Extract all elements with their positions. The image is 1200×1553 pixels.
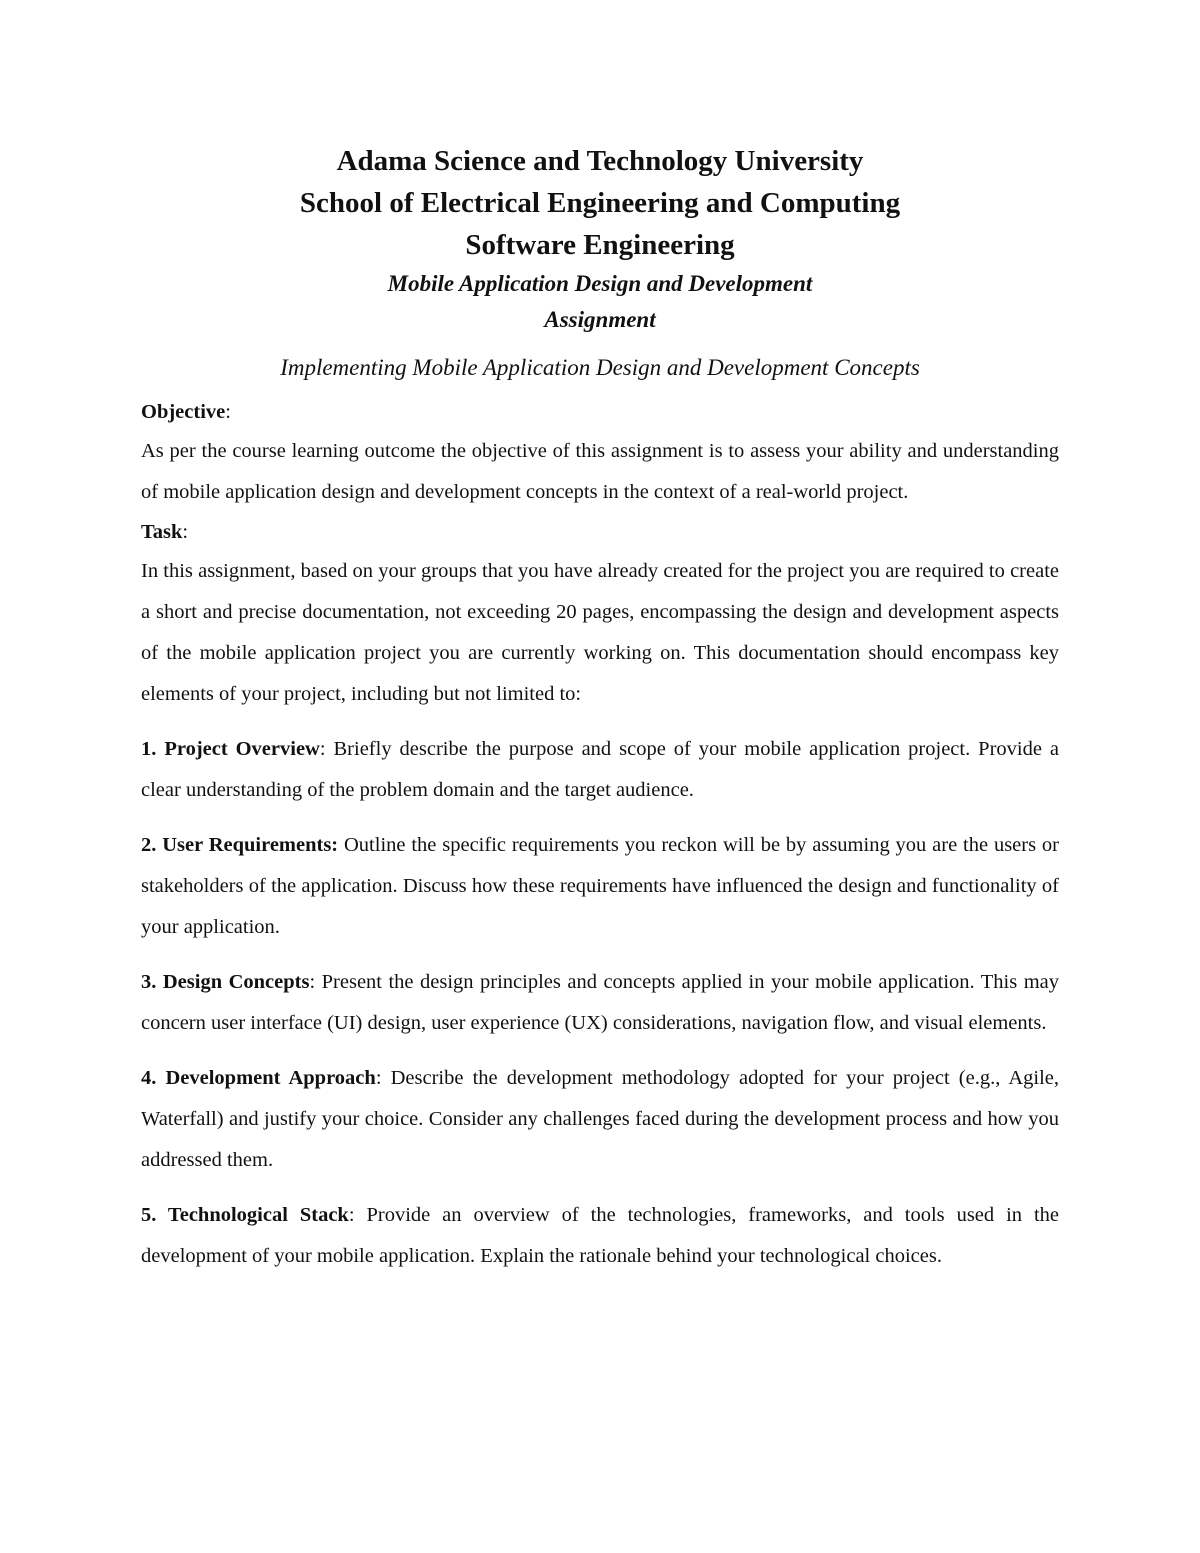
- course-title: Mobile Application Design and Development: [387, 271, 813, 296]
- objective-text: As per the course learning outcome the objective of this assignment is to assess your ability and understanding of mobile application design and development concepts in the context of a real-world project.: [141, 440, 1059, 503]
- department-name: Software Engineering: [465, 229, 735, 261]
- item-text: Describe the development methodology adopted for your project (e.g., Agile, Waterfall) and justify your choice. Consider any challenges faced during the development process and how you addressed them.: [141, 1067, 1059, 1171]
- task-label: Task: [141, 521, 183, 543]
- item-text: Present the design principles and concepts applied in your mobile application. This may concern user interface (UI) design, user experience (UX) considerations, navigation flow, and visual elements.: [141, 971, 1059, 1034]
- list-item: [141, 962, 1059, 1044]
- list-item: [141, 729, 1059, 811]
- item-separator: :: [348, 1204, 355, 1226]
- task-text: In this assignment, based on your groups that you have already created for the project you are required to create a short and precise documentation, not exceeding 20 pages, encompassing the design and development aspects of the mobile application project you are currently working on. This documentation should encompass key elements of your project, including but not limited to:: [141, 560, 1059, 705]
- item-title: 3. Design Concepts: [141, 971, 310, 993]
- item-separator: :: [375, 1067, 382, 1089]
- item-text: Briefly describe the purpose and scope of your mobile application project. Provide a clear understanding of the problem domain and the target audience.: [141, 738, 1059, 801]
- document-type: Assignment: [544, 307, 656, 332]
- list-item: [141, 1195, 1059, 1277]
- item-title: 5. Technological Stack: [141, 1204, 349, 1226]
- document-header: [0, 140, 1200, 384]
- university-name: Adama Science and Technology University: [336, 145, 864, 177]
- item-title: 4. Development Approach: [141, 1067, 376, 1089]
- item-separator: :: [309, 971, 316, 993]
- objective-heading: Objective:: [141, 401, 231, 423]
- item-title: 2. User Requirements:: [141, 834, 339, 856]
- item-text: Provide an overview of the technologies, frameworks, and tools used in the development of your mobile application. Explain the rationale behind your technological choices.: [141, 1204, 1059, 1267]
- task-heading: Task:: [141, 521, 189, 543]
- assignment-subtitle: Implementing Mobile Application Design and Development Concepts: [280, 355, 920, 380]
- objective-label: Objective: [141, 401, 226, 423]
- item-separator: :: [319, 738, 326, 760]
- item-title: 1. Project Overview: [141, 738, 320, 760]
- list-item: [141, 825, 1059, 948]
- school-name: School of Electrical Engineering and Computing: [299, 187, 901, 219]
- document-body: [141, 393, 1059, 1277]
- item-text: Outline the specific requirements you reckon will be by assuming you are the users or stakeholders of the application. Discuss how these requirements have influenced the design and functionality of your application.: [141, 834, 1060, 938]
- list-item: [141, 1058, 1059, 1181]
